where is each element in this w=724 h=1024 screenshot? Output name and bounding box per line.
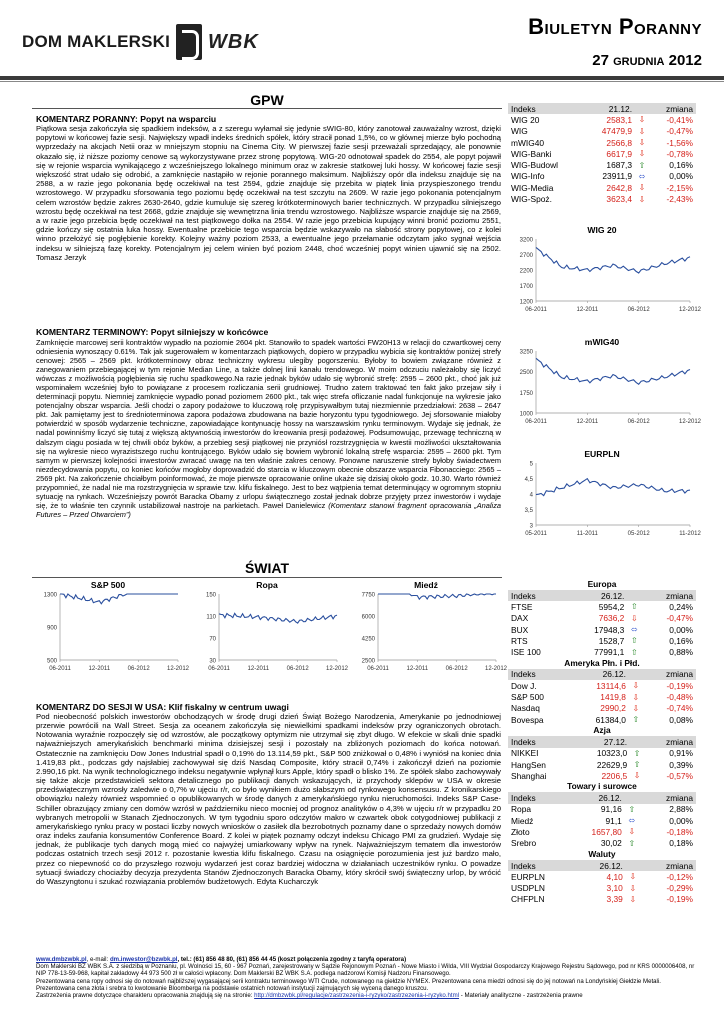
table-row (508, 894, 696, 905)
index-name: Nasdaq (511, 703, 540, 714)
table-header (508, 860, 696, 871)
chart-panel (191, 580, 349, 676)
us-session-comment-body: Pod nieobecność polskich inwestorów obchodzących w środę drugi dzień Świąt Bożego Narodzenia, Amerykanie po jednodniowej przerwie powrócili na Wall Street. Sesja za oceanem zakończyła się niewielkimi spadkami indeksów przy ograniczonych obrotach. Notowania wyraźnie rozpoczęły się od wzrostów, ale początkowy optymizm nie utrzymał się zbyt długo. W efekcie w skali dnie spadki najważniejszych amerykańskich benchmarki minima dzisiejszej sesji i pozostały na zbliżonych poziomach do końca notowań. Ostatecznie na zamknięciu Dow Jones Industrial spadł o 0,19% do 13.114,59 pkt., S&P 500 zniżkował o 0,48% i wyniósł na koniec dnia 1.419,83 pkt., podczas gdy najsłabiej zachowywał się dziś Nasdaq Composite, który stracił 0,74% i zakończył dzień na poziomie 2.990,16 pkt. Na wynik technologicznego indeksu negatywnie wpłynął kurs Apple, który spadł o blisko 1%. Ze spółek słabo zachowywały się także akcje przedstawicieli sektora detalicznego po publikacji danych wskazujących, iż przychody sklepów w USA w okresie przedświątecznym wzrosły zaledwie o 0,7% w ujęciu r/r, co było wynikiem dużo słabszym od rynkowego konsensusu. Z kronikarskiego obowiązku należy również wspomnieć o opublikowanych w środę danych z amerykańskiego rynku nieruchomości. Indeks S&P Case-Schiller obrazujący zmiany cen domów wzrósł w październiku nieco mocniej od prognoz analityków o 4,3% w ujęciu r/r w przypadku 20 wybranych metropolii w Stanach Zjednoczonych. W tym tygodniu sporo odczytów makro w czwartek obok cotygodniowej publikacji z amerykańskiego rynku pracy w postaci liczby nowych wniosków o zasiłek dla bezrobotnych poznamy dane o sprzedaży nowych domów oraz indeks zaufania konsumentów Conference Board. Z kolei w piątek poznamy odczyt indeksu Chicago PMI za grudzień. Wydaje się jednak, że publikacje tych danych mogą mieć co najwyżej umiarkowany wpływ na rynek. Najważniejszym tematem dla inwestorów podczas ostatnich trzech sesji 2012 r. pozostanie kwestia klifu fiskalnego. Czasu na osiągnięcie porozumienia jest już bardzo mało, przez co niepewność co do przyszłego rozwoju wydarzeń jest coraz bardziej widoczna w działaniach uczestników rynku. O powadze sytuacji świadczy chociażby decyzja prezydenta Stanów Zjednoczonych Baracka Obamy, który skrócił swój świąteczny urlop, by wrócić do Waszyngtonu i szukać rozwiązania problemów budżetowych. Edyta Kucharczyk (36, 712, 501, 886)
x-tick-label: 12-2012 (678, 307, 702, 313)
right-charts (508, 225, 702, 561)
series-line (60, 594, 178, 604)
x-tick-label: 06-2012 (627, 307, 650, 313)
futures-comment-title (36, 327, 501, 337)
index-name: HangSen (511, 759, 546, 770)
footer-web-link[interactable]: www.dmbzwbk.pl (36, 956, 87, 963)
arrow-down-icon: ⇩ (638, 183, 646, 193)
chart-svg (191, 590, 349, 674)
index-change: -0,74% (666, 703, 693, 714)
arrow-down-icon: ⇩ (638, 138, 646, 148)
arrow-down-icon: ⇩ (632, 692, 640, 702)
index-change: -0,47% (666, 613, 693, 624)
arrow-down-icon: ⇩ (638, 149, 646, 159)
y-tick-label: 2700 (519, 253, 533, 259)
footer-company-info: Dom Maklerski BZ WBK S.A. z siedzibą w Poznaniu, pl. Wolności 15, 60 - 967 Poznań, zarejestrowany w Sądzie Rejonowym Poznań - Nowe Miasto i Wilda, VIII Wydział Gospodarczy Krajowego Rejestru Sądowego, pod nr KRS 0000006408, nr NIP 778-13-59-968, kapitał zakładowy 44 973 500 zł w całości wpłacony. Dom Maklerski BZ WBK S.A. podlega nadzorowi Komisji Nadzoru Finansowego. (36, 963, 695, 978)
arrow-up-icon: ⇧ (638, 160, 646, 170)
series-line (219, 613, 337, 623)
arrow-down-icon: ⇩ (629, 894, 637, 904)
x-tick-label: 05-2011 (525, 531, 547, 537)
section-divider-world (32, 577, 502, 578)
y-tick-label: 900 (46, 625, 57, 632)
header-date: 27.12. (573, 736, 630, 747)
table-row (508, 883, 696, 894)
right-chart-holder (508, 225, 702, 317)
index-change: -0,12% (666, 871, 693, 882)
arrow-up-icon: ⇧ (630, 602, 638, 612)
morning-comment-body: Piątkowa sesja zakończyła się spadkiem indeksów, a z szeregu wyłamał się jedynie sWIG-80, który zanotował zauważalny wzrost, dzięki popytowi w końcowej fazie sesji. Największy wpadł indeks średnich spółek, który stracił ponad 1,5%, co w głównej mierze było pochodną wyprzedaży na akcjach Netii oraz w mniejszym stopniu na Cinema City. W pierwszej fazie sesji przeważali sprzedający, ale ponownie okazało się, iż niższe poziomy cenowe są wykorzystywane przez stronę popytową. WIG-20 odnotował spadek do 2554, ale popyt pojawił się w rejonie wsparcia wynikającego z wcześniejszego lokalnego minimum oraz w zakresie statkowej luki hossy. W końcowej fazie sesji większość strat udało się odrobić, a zamknięcie nastąpiło w rejonie porannego maksimum. Najbliższy opór dla indeksu znajduje się na 2588, a w razie jego pokonania będę oczekiwał na test 2594, gdzie znajduje się przebita w piątek linia przyspieszonego trendu wzrostowego. W przypadku sforsowania tego poziomu będę oczekiwał na test szczytu na 2609. W razie jego pokonania potencjalnym celem wzrostów będzie zakres 2630-2640, gdzie kumuluje się szereg krótkoterminowych barier technicznych. W przypadku silniejszego wzrostu będę oczekiwał na test 2668, gdzie znajduje się wewnętrzna linia trendu wzrostowego. Najbliższe wsparcie znajduje się na 2569, a w razie jego przebicia będę oczekiwał na test piątkowego dołka na 2554. W razie jego przebicia kupujący winni bronić poziomu 2551, gdzie kończy się ostatnia luka hossy. Ewentualne przebicie tego wsparcia będzie wskazywało na słabość strony popytowej, co z kolei winno przełożyć się pogłębienie korekty. Kolejny ważny poziom 2533, a ewentualne jego przełamanie odczytam jako sygnał wejścia indeksu w silniejszą fazę korekty. Potencjalnym jej celem winien być poziom 2448, choć wcześniej popyt winien ujawnić się na 2502. Tomasz Jerzyk (36, 124, 501, 262)
arrow-down-icon: ⇩ (632, 681, 640, 691)
header-change: zmiana (644, 736, 696, 747)
table-row (508, 703, 696, 714)
index-value: 2206,5 (601, 770, 628, 781)
index-change: 0,91% (669, 748, 693, 759)
footer-disclaimer-post: - Materiały analityczne - zastrzeżenia prawne (459, 992, 583, 1000)
index-name: WIG-Spoż. (511, 194, 552, 205)
series-line (536, 479, 690, 496)
index-change: 0,39% (669, 759, 693, 770)
index-change: -0,57% (666, 770, 693, 781)
arrow-up-icon: ⇧ (630, 647, 638, 657)
x-tick-label: 06-2011 (367, 666, 389, 672)
arrow-down-icon: ⇩ (629, 872, 637, 882)
world-index-table (508, 590, 696, 658)
header-index: Indeks (508, 736, 573, 747)
y-tick-label: 2200 (519, 268, 533, 275)
chart-title: S&P 500 (90, 580, 126, 590)
table-row (508, 871, 696, 882)
futures-comment-title-rest: : Popyt silniejszy w końcówce (145, 327, 269, 337)
chart-svg (32, 590, 190, 674)
index-value: 47479,9 (601, 126, 633, 137)
chart-title: mWIG40 (584, 337, 620, 347)
index-change: -1,56% (666, 137, 693, 148)
index-value: 6617,9 (606, 148, 633, 159)
y-tick-label: 1200 (519, 299, 533, 306)
index-value: 4,10 (606, 871, 623, 882)
table-row (508, 114, 696, 125)
index-name: WIG-Info (511, 171, 545, 182)
table-row (508, 635, 696, 646)
right-chart-holder (508, 449, 701, 541)
index-change: 2,88% (669, 804, 693, 815)
index-value: 1687,3 (606, 160, 633, 171)
index-value: 77991,1 (594, 647, 625, 658)
table-group-title: Towary i surowce (567, 781, 637, 792)
table-row (508, 770, 696, 781)
world-index-table (508, 736, 696, 781)
chart-title: EURPLN (584, 449, 620, 459)
header-spacer (629, 669, 643, 680)
table-row (508, 159, 696, 170)
index-name: Złoto (511, 826, 530, 837)
world-chart-holder (191, 580, 349, 680)
header-date: 21.12. (583, 103, 635, 114)
table-row (508, 714, 696, 725)
index-value: 10323,0 (596, 748, 628, 759)
index-name: WIG-Media (511, 182, 554, 193)
index-value: 3,10 (606, 883, 623, 894)
futures-comment-text: Zamknięcie marcowej serii kontraktów wypadło na poziomie 2604 pkt. Stanowiło to spadek wartości FW20H13 w relacji do czwartkowej ceny odniesienia wynoszący 0.61%. Tak jak sugerowałem w komentarzach piątkowych, dopiero w przypadku wybicia się kontraktów poniżej strefy cenowej: 2565 – 2569 pkt. krótkoterminowy obraz techniczny wykresu ulegiby pogorszeniu. Byłoby to bowiem związane również z zanegowaniem przebiegającej w tym rejonie Median Line, a także dolnej linii kanału trendowego. W moim odczuciu należałoby się liczyć wówczas z możliwością pogłębienia się ruchu spadkowego.Na razie jednak byków udało się wybronić strefę: 2595 – 2600 pkt., choć jak już wspominałem wcześniej było to powiązane z procesem rozliczania serii grudniowej. Trudno zatem traktować ten fakt jako przejaw siły i determinacji popytu. Niemniej zamknięcie wypadło ponad poziomem 2600 pkt., tak więc strefa ofliczanie nadal funkcjonuje na wykresie jako potencjalny obszar wsparcia. Jeśli chodzi o zapory podażowe to kluczową rolę przypisywałbym tutaj niezmiennie przedziałowi: 2638 – 2647 pkt. Jak pamiętamy jest to średnioterminowa zapora podażowa zbudowana na bazie horyzontu typu tygodniowego. Jej sforsowanie miałoby potwierdzić w sposób wydarzenie techniczne, zapowiadające kontynuację hossy na warszawskim rynku terminowym. Wydaje się jednak, że nadal powinniśmy liczyć się tutaj z większą aktywnością inwestorów do kreowania presji podażowej. Podsumowując, przewagę techniczną w dalszym ciągu posiada w tej chwili obóz byków, a przebieg sesji piątkowej nie przyniósł rozstrzygnięcia w kwestii możliwości ukształtowania się na wykresie nieco wyrazistszego ruchu kontrującego. Byków udało się bowiem wybronić lokalną strefę wsparcia: 2595 – 2600 pkt. Tym samym w pierwszej kolejności inwestorów zwracać uwagę na ten właśnie zakres cenowy. Ponowne naruszenie strefy byłoby świadectwem niezdecydowania popytu, co koniec końców mogłoby doprowadzić do starcia w kluczowym obecnie obszarze wsparcia Fibonacciego: 2565 – 2569 pkt. Na zakończenie chciałbym poinformować, że moje pierwsze opracowanie online ukaże się dzisiaj około godz. 10.30. Warto również przypomnieć, że nadal nie ma rozstrzygnięcia w sprawie tzw. klifu fiskalnego. Jest to bez wątpienia temat determinujący w ogromnym stopniu sytuację na rynkach. Wcześniejszy powrót Baracka Obamy z urlopu świątecznego został jednak dobrze przyjęty przez inwestorów i wydaje się, że to właśnie ten czynnik ustabilizował nastroje na parkietach. Paweł Danielewicz (36, 338, 501, 510)
arrow-down-icon: ⇩ (628, 827, 636, 837)
index-change: -0,47% (666, 126, 693, 137)
y-tick-label: 4 (529, 492, 533, 499)
header-date: 26.12. (576, 860, 626, 871)
y-tick-label: 110 (206, 614, 216, 621)
arrow-down-icon: ⇩ (638, 194, 646, 204)
table-row (508, 646, 696, 657)
chart-panel (32, 580, 190, 676)
y-tick-label: 2500 (519, 370, 533, 377)
futures-comment-body (36, 338, 501, 519)
x-tick-label: 05-2012 (627, 531, 650, 537)
table-row (508, 182, 696, 193)
arrow-up-icon: ⇧ (633, 760, 641, 769)
footer-contact (36, 956, 696, 963)
index-value: 3,39 (606, 894, 623, 905)
header-change: zmiana (640, 860, 696, 871)
chart-panel (508, 449, 701, 541)
index-value: 5954,2 (598, 601, 625, 612)
x-tick-label: 12-2012 (166, 666, 190, 672)
y-tick-label: 1300 (43, 592, 57, 599)
index-change: -0,41% (666, 114, 693, 125)
index-name: Dow J. (511, 680, 537, 691)
x-tick-label: 06-2011 (525, 419, 547, 425)
x-tick-label: 06-2012 (627, 419, 650, 425)
arrow-down-icon: ⇩ (633, 771, 641, 781)
gpw-index-table (508, 103, 696, 205)
y-tick-label: 3250 (519, 349, 533, 356)
world-index-tables (508, 579, 696, 905)
chart-svg (508, 459, 701, 539)
header-divider-thin (0, 81, 724, 82)
y-tick-label: 1700 (519, 284, 533, 290)
table-row (508, 838, 696, 849)
table-row (508, 815, 696, 826)
header-date: 26.12. (571, 669, 629, 680)
header-spacer (626, 860, 640, 871)
index-value: 91,1 (605, 815, 622, 826)
arrow-down-icon: ⇩ (638, 115, 646, 125)
y-tick-label: 30 (209, 658, 216, 665)
table-header (508, 736, 696, 747)
x-tick-label: 11-2012 (679, 531, 701, 537)
morning-comment-title: KOMENTARZ PORANNY: Popyt na wsparciu (36, 114, 217, 124)
footer-prices-note: Prezentowana cena ropy odnosi się do notowań najbliższej wygasającej serii kontraktu terminowego WTI Crude, notowanego na giełdzie NYMEX. Prezentowana cena miedzi odnosi się do jej notowań na Londyńskiej Giełdzie Metali. Prezentowana cena złota i srebra to kwotowanie Bloomberga na podstawie ostatnich notowań instytucji zajmujących się wyceną danego kruszcu. (36, 977, 661, 992)
index-value: 2642,8 (606, 182, 633, 193)
table-row (508, 748, 696, 759)
arrow-up-icon: ⇧ (630, 636, 638, 646)
y-tick-label: 6000 (361, 614, 375, 621)
x-tick-label: 06-2012 (127, 666, 150, 672)
logo-emblem-icon (176, 24, 202, 60)
header-spacer (635, 103, 649, 114)
table-row (508, 601, 696, 612)
index-value: 1419,8 (600, 692, 626, 703)
header-index: Indeks (508, 103, 583, 114)
chart-svg (350, 590, 508, 674)
table-row (508, 826, 696, 837)
table-row (508, 613, 696, 624)
table-row (508, 624, 696, 635)
world-index-table (508, 792, 696, 848)
index-name: Miedź (511, 815, 534, 826)
index-change: -0,18% (666, 826, 693, 837)
x-tick-label: 12-2012 (325, 666, 349, 672)
logo-text-left: DOM MAKLERSKI (22, 32, 171, 51)
index-value: 2990,2 (600, 703, 626, 714)
arrow-up-icon: ⇧ (628, 838, 636, 848)
table-group-title: Azja (593, 725, 611, 736)
index-value: 91,16 (600, 804, 622, 815)
index-name: CHFPLN (511, 894, 545, 905)
header-change: zmiana (641, 590, 696, 601)
header-date: 26.12. (562, 792, 625, 803)
table-row (508, 171, 696, 182)
table-row (508, 148, 696, 159)
y-tick-label: 500 (46, 658, 57, 665)
footer (36, 956, 696, 999)
x-tick-label: 12-2011 (406, 666, 429, 672)
index-value: 17948,3 (594, 624, 625, 635)
index-name: FTSE (511, 601, 533, 612)
x-tick-label: 12-2011 (88, 666, 111, 672)
index-name: RTS (511, 635, 528, 646)
world-chart-holder (350, 580, 508, 680)
bulletin-title: Biuletyn Poranny (528, 14, 702, 39)
footer-phone: , tel.: (61) 856 48 80, (61) 856 44 45 (koszt połączenia zgodny z taryfą operatora) (177, 956, 407, 963)
x-tick-label: 12-2012 (484, 666, 508, 672)
table-header (508, 792, 696, 803)
index-name: EURPLN (511, 871, 545, 882)
index-name: Ropa (511, 804, 532, 815)
x-tick-label: 12-2011 (247, 666, 270, 672)
header-spacer (630, 736, 644, 747)
table-row (508, 193, 696, 204)
series-line (536, 247, 690, 273)
index-value: 22629,9 (596, 759, 628, 770)
index-name: DAX (511, 613, 529, 624)
header-divider (0, 76, 724, 80)
index-change: -0,19% (666, 680, 693, 691)
index-name: Bovespa (511, 714, 544, 725)
index-name: WIG-Budowl (511, 160, 559, 171)
header-spacer (627, 590, 641, 601)
page-header (0, 0, 724, 82)
index-change: -0,19% (666, 894, 693, 905)
arrow-up-icon: ⇧ (628, 804, 636, 814)
index-change: 0,08% (669, 714, 693, 725)
footer-disclaimer-link[interactable]: http://dmbzwbk.pl/regulacje/zastrzezenia-i-ryzyko/zastrzezenia-i-ryzyko.html (254, 992, 460, 1000)
chart-svg (508, 235, 702, 315)
header-spacer (625, 792, 639, 803)
index-change: 0,88% (669, 647, 693, 658)
table-group-title: Ameryka Płn. i Płd. (564, 657, 640, 668)
table-row (508, 691, 696, 702)
index-name: WIG (511, 126, 528, 137)
y-tick-label: 4,5 (524, 477, 533, 483)
index-name: WIG 20 (511, 114, 540, 125)
index-name: Srebro (511, 838, 537, 849)
table-row (508, 759, 696, 770)
world-chart-holder (32, 580, 190, 680)
index-name: S&P 500 (511, 692, 544, 703)
chart-panel (508, 225, 702, 317)
futures-comment-source: (Komentarz stanowi fragment opracowania „Analiza Futures – Przed Otwarciem”) (36, 500, 501, 519)
arrow-flat-icon: ⬄ (628, 816, 636, 826)
footer-email-link[interactable]: dm.inwestor@bzwbk.pl (109, 956, 178, 963)
x-tick-label: 11-2011 (576, 531, 598, 537)
x-tick-label: 06-2011 (49, 666, 71, 672)
index-name: BUX (511, 624, 529, 635)
table-row (508, 137, 696, 148)
futures-comment-title-bold: KOMENTARZ TERMINOWY (36, 327, 146, 337)
table-header (508, 590, 696, 601)
chart-title: Miedź (414, 580, 438, 590)
x-tick-label: 06-2011 (208, 666, 230, 672)
world-index-table (508, 860, 696, 905)
index-name: mWIG40 (511, 137, 545, 148)
logo-text-right: WBK (208, 30, 259, 53)
table-header (508, 669, 696, 680)
header-date: 26.12. (567, 590, 627, 601)
index-change: 0,00% (669, 171, 693, 182)
arrow-flat-icon: ⬄ (630, 625, 638, 635)
table-group-title: Europa (587, 579, 617, 589)
x-tick-label: 06-2012 (286, 666, 309, 672)
section-title-world: ŚWIAT (244, 560, 290, 576)
arrow-down-icon: ⇩ (632, 703, 640, 713)
table-header (508, 103, 696, 114)
index-change: -0,78% (666, 148, 693, 159)
header-change: zmiana (639, 792, 696, 803)
x-tick-label: 06-2012 (445, 666, 468, 672)
index-value: 3623,4 (606, 194, 633, 205)
index-value: 2583,1 (606, 114, 633, 125)
index-value: 1657,80 (591, 826, 622, 837)
index-name: Shanghai (511, 770, 547, 781)
index-change: 0,18% (669, 838, 693, 849)
footer-email-label: , e-mail: (86, 956, 110, 963)
index-change: 0,16% (669, 160, 693, 171)
index-value: 61384,0 (595, 714, 626, 725)
footer-disclaimer (36, 992, 696, 999)
index-value: 13114,6 (596, 680, 626, 691)
index-change: -2,43% (666, 194, 693, 205)
header-index: Indeks (508, 669, 571, 680)
index-change: 0,00% (669, 815, 693, 826)
table-group-title: Waluty (588, 848, 616, 859)
y-tick-label: 1750 (519, 390, 533, 397)
chart-panel (508, 337, 702, 429)
y-tick-label: 3,5 (524, 508, 533, 514)
x-tick-label: 12-2011 (576, 419, 599, 425)
table-row (508, 804, 696, 815)
chart-panel (350, 580, 508, 676)
world-charts (32, 580, 508, 680)
y-tick-label: 5 (529, 461, 533, 468)
bulletin-date: 27 grudnia 2012 (592, 52, 702, 69)
header-change: zmiana (649, 103, 696, 114)
header-change: zmiana (643, 669, 696, 680)
x-tick-label: 06-2011 (525, 307, 547, 313)
arrow-flat-icon: ⬄ (638, 171, 646, 181)
chart-title: WIG 20 (587, 225, 617, 235)
index-name: WIG-Banki (511, 148, 552, 159)
index-value: 30,02 (600, 838, 622, 849)
index-value: 23911,9 (602, 171, 633, 182)
index-name: ISE 100 (511, 647, 541, 658)
y-tick-label: 7750 (361, 592, 375, 599)
y-tick-label: 3 (529, 523, 533, 530)
chart-title: Ropa (256, 580, 278, 590)
header-index: Indeks (508, 860, 576, 871)
y-tick-label: 2500 (361, 658, 375, 665)
y-tick-label: 3200 (519, 237, 533, 244)
header-index: Indeks (508, 590, 567, 601)
arrow-down-icon: ⇩ (638, 126, 646, 136)
world-index-table (508, 669, 696, 725)
index-value: 1528,7 (598, 635, 625, 646)
arrow-up-icon: ⇧ (633, 748, 641, 758)
series-line (378, 594, 496, 599)
arrow-down-icon: ⇩ (630, 613, 638, 623)
index-change: -2,15% (666, 182, 693, 193)
footer-disclaimer-pre: Zastrzeżenia prawne dotyczące charakteru opracowania znajdują się na stronie: (36, 992, 255, 1000)
index-change: -0,29% (666, 883, 693, 894)
section-title-gpw: GPW (250, 92, 284, 108)
series-line (536, 358, 690, 384)
index-change: -0,48% (666, 692, 693, 703)
us-session-comment-title: KOMENTARZ DO SESJI W USA: Klif fiskalny w centrum uwagi (36, 702, 289, 712)
arrow-up-icon: ⇧ (632, 715, 640, 725)
index-change: 0,24% (669, 601, 693, 612)
right-chart-holder (508, 337, 702, 429)
index-value: 2566,8 (606, 137, 633, 148)
y-tick-label: 70 (209, 636, 216, 643)
header-index: Indeks (508, 792, 562, 803)
y-tick-label: 1000 (519, 411, 533, 418)
logo (22, 24, 259, 60)
table-row (508, 680, 696, 691)
y-tick-label: 4250 (361, 636, 375, 643)
section-divider (32, 108, 502, 109)
table-row (508, 126, 696, 137)
index-name: NIKKEI (511, 748, 539, 759)
y-tick-label: 150 (205, 592, 216, 599)
index-change: 0,00% (669, 624, 693, 635)
index-change: 0,16% (669, 635, 693, 646)
x-tick-label: 12-2011 (576, 307, 599, 313)
arrow-down-icon: ⇩ (629, 883, 637, 893)
x-tick-label: 12-2012 (678, 419, 702, 425)
index-name: USDPLN (511, 883, 545, 894)
chart-svg (508, 347, 702, 427)
index-value: 7636,2 (598, 613, 625, 624)
